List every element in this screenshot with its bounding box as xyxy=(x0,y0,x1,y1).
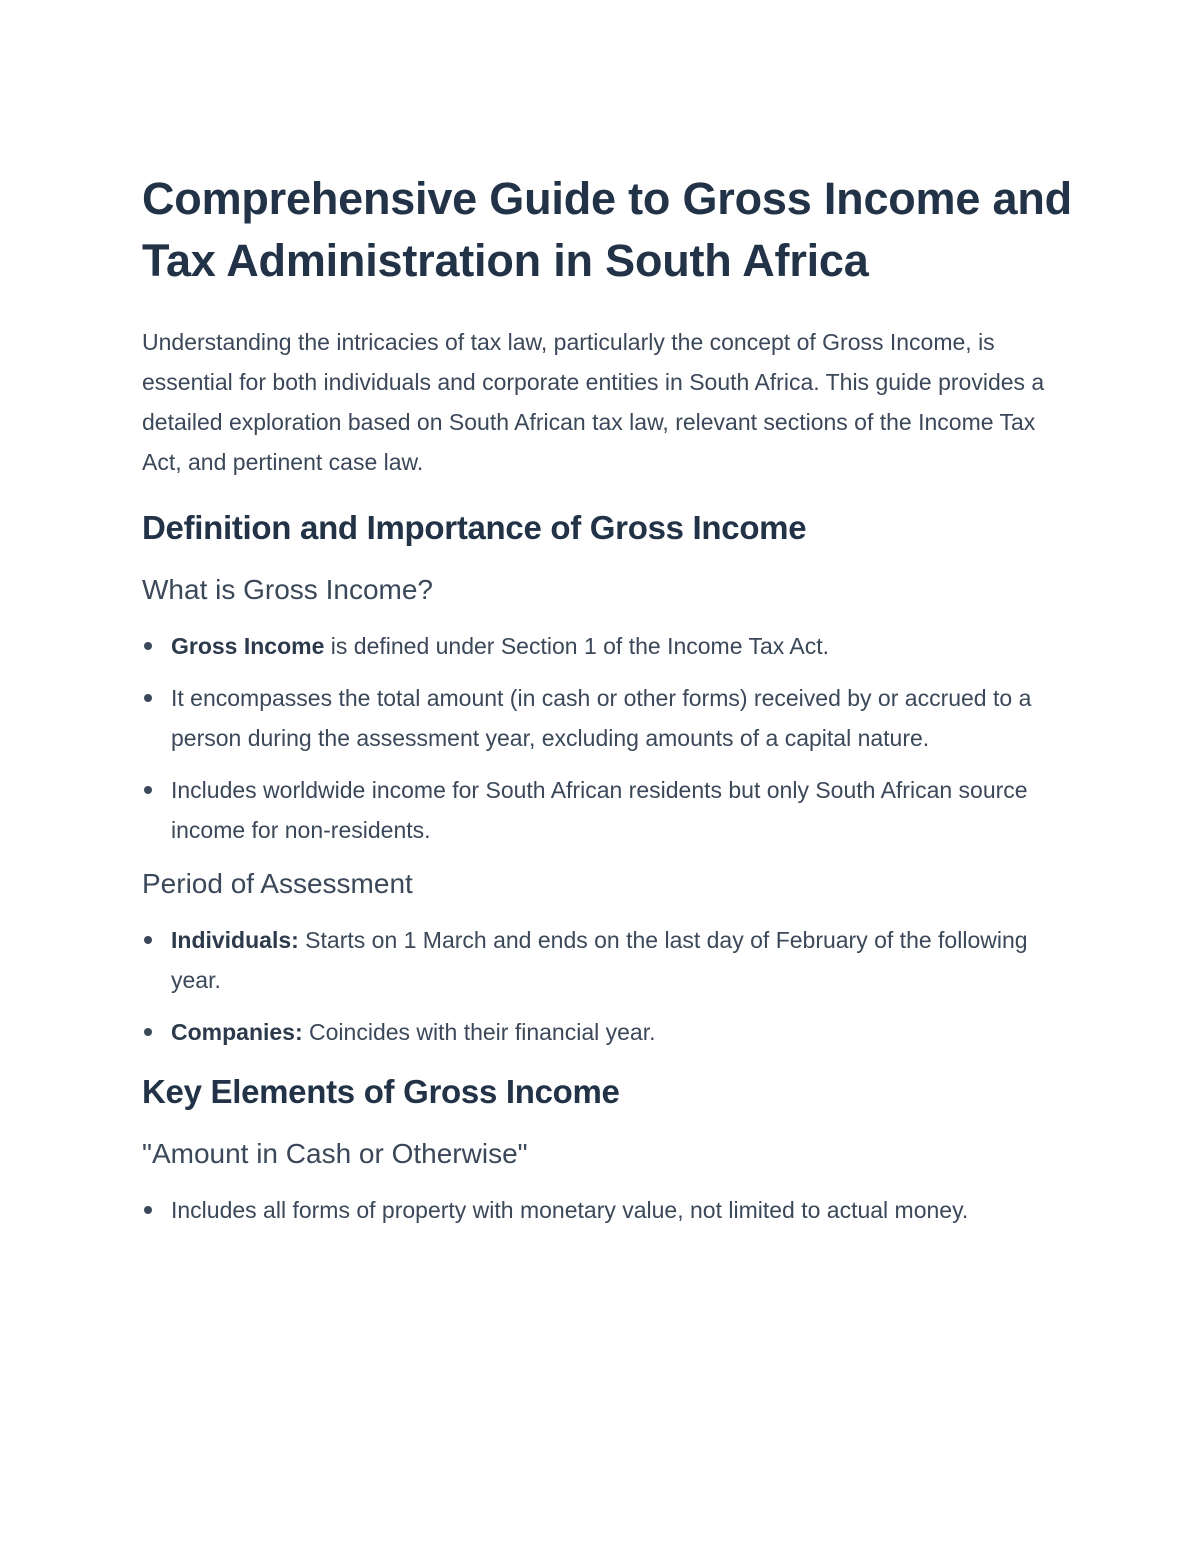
list-item-text: It encompasses the total amount (in cash or other forms) received by or accrued to a person during the assessment year, excluding amounts of a capital nature. xyxy=(171,685,1032,751)
bullet-list-amount-in-cash xyxy=(142,1190,1080,1230)
list-item-text: Coincides with their financial year. xyxy=(302,1019,656,1045)
list-item xyxy=(142,626,1080,666)
bullet-icon xyxy=(144,1028,152,1036)
bullet-list-period-of-assessment xyxy=(142,920,1080,1052)
list-item-bold-term: Companies: xyxy=(171,1019,303,1045)
list-item-bold-term: Gross Income xyxy=(171,633,325,659)
bullet-list-what-is-gross-income xyxy=(142,626,1080,850)
intro-paragraph: Understanding the intricacies of tax law, particularly the concept of Gross Income, is essential for both individuals and corporate entities in South Africa. This guide provides a detailed exploration based on South African tax law, relevant sections of the Income Tax Act, and pertinent case law. xyxy=(142,329,1045,475)
subheading-period-of-assessment: Period of Assessment xyxy=(142,868,413,899)
bullet-icon xyxy=(144,786,152,794)
list-item-text: is defined under Section 1 of the Income Tax Act. xyxy=(324,633,829,659)
list-item-bold-term: Individuals: xyxy=(171,927,299,953)
list-item xyxy=(142,770,1080,850)
list-item-text: Includes all forms of property with monetary value, not limited to actual money. xyxy=(171,1197,969,1223)
section-heading-definition: Definition and Importance of Gross Income xyxy=(142,509,807,546)
bullet-icon xyxy=(144,694,152,702)
bullet-icon xyxy=(144,1206,152,1214)
list-item xyxy=(142,1012,1080,1052)
list-item-text: Starts on 1 March and ends on the last day of February of the following year. xyxy=(171,927,1028,993)
page-title: Comprehensive Guide to Gross Income and Tax Administration in South Africa xyxy=(142,173,1072,286)
bullet-icon xyxy=(144,642,152,650)
section-heading-key-elements: Key Elements of Gross Income xyxy=(142,1073,620,1110)
list-item xyxy=(142,678,1080,758)
subheading-what-is-gross-income: What is Gross Income? xyxy=(142,574,433,605)
subheading-amount-in-cash: "Amount in Cash or Otherwise" xyxy=(142,1138,528,1169)
bullet-icon xyxy=(144,936,152,944)
list-item xyxy=(142,920,1080,1000)
list-item-text: Includes worldwide income for South African residents but only South African source income for non-residents. xyxy=(171,777,1028,843)
list-item xyxy=(142,1190,1080,1230)
